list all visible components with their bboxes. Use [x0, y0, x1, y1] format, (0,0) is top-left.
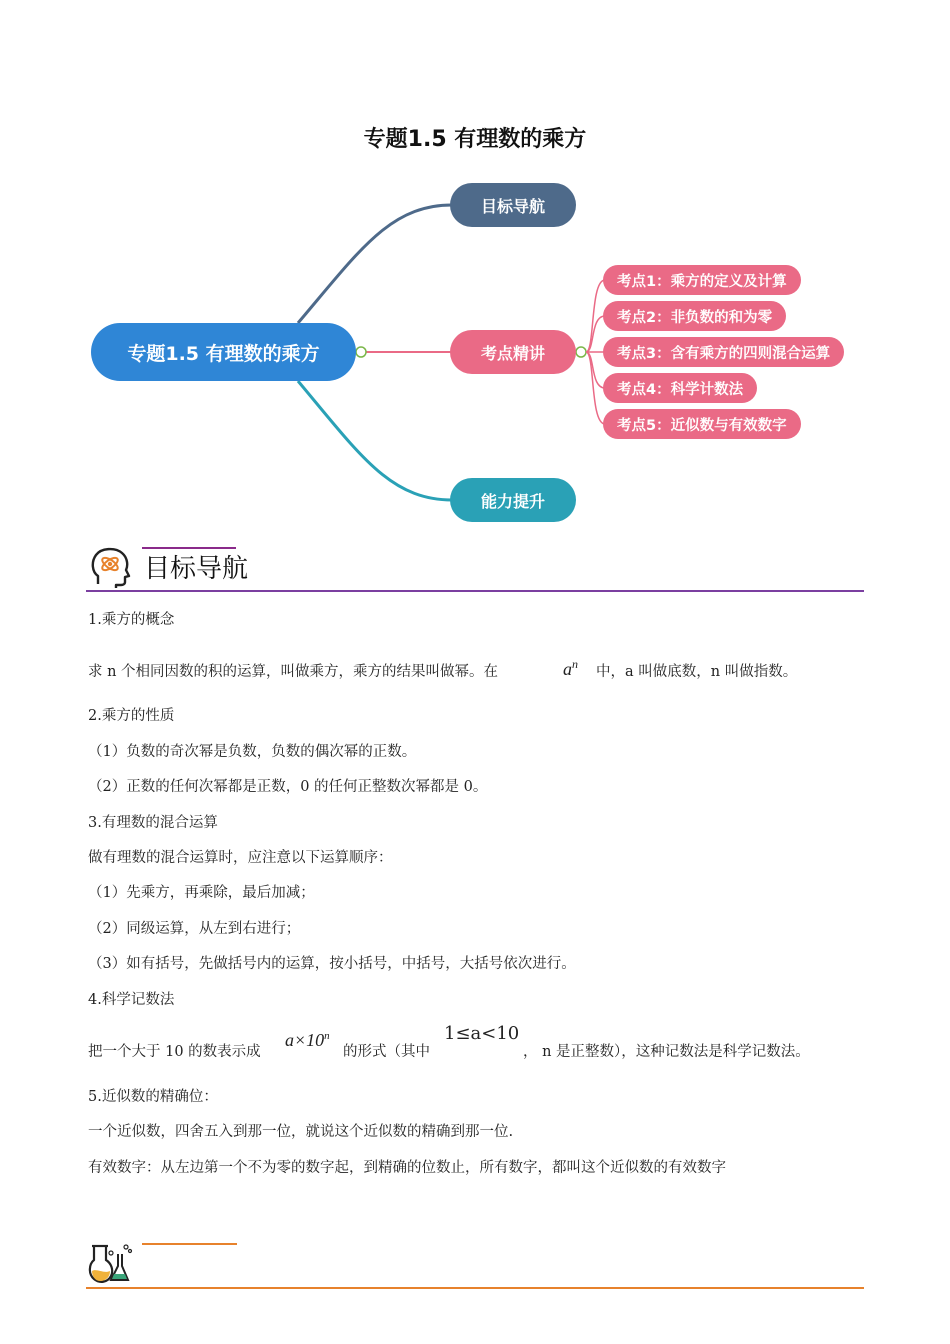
paragraph-4: 把一个大于 10 的数表示成 — [88, 1044, 261, 1060]
math-a-times-10-n: $a\times 10^n$ — [285, 1030, 330, 1050]
lab-flask-icon — [86, 1240, 134, 1286]
heading-1: 1.乘方的概念 — [88, 612, 175, 628]
branch-key-points: 考点精讲 — [450, 330, 576, 374]
paragraph-3b: （2）同级运算，从左到右进行； — [88, 921, 301, 937]
paragraph-5a: 一个近似数，四舍五入到那一位，就说这个近似数的精确到那一位. — [88, 1124, 514, 1140]
section-divider — [86, 590, 864, 592]
paragraph-5b: 有效数字：从左边第一个不为零的数字起，到精确的位数止，所有数字，都叫这个近似数的有效数字 — [88, 1160, 726, 1176]
paragraph-3a: （1）先乘方，再乘除，最后加减； — [88, 885, 315, 901]
leaf-point-1: 考点1：乘方的定义及计算 — [603, 265, 801, 295]
section-title: 目标导航 — [144, 554, 249, 584]
leaf-point-4: 考点4：科学计数法 — [603, 373, 757, 403]
leaf-point-5: 考点5：近似数与有效数字 — [603, 409, 801, 439]
page-title: 专题1.5 有理数的乘方 — [363, 127, 587, 152]
branch-goal-navigation: 目标导航 — [450, 183, 576, 227]
paragraph-4-cont2: ， n 是正整数），这种记数法是科学记数法。 — [523, 1044, 810, 1060]
paragraph-1: 求 n 个相同因数的积的运算，叫做乘方，乘方的结果叫做幂。在 — [88, 664, 499, 680]
mindmap-connectors — [0, 0, 950, 540]
footer-accent-line — [142, 1243, 237, 1245]
heading-2: 2.乘方的性质 — [88, 708, 175, 724]
mindmap-root: 专题1.5 有理数的乘方 — [91, 323, 356, 381]
paragraph-4-cont1: 的形式（其中 — [343, 1044, 430, 1060]
branch-ability-improvement: 能力提升 — [450, 478, 576, 522]
paragraph-3: 做有理数的混合运算时，应注意以下运算顺序： — [88, 850, 393, 866]
paragraph-2b: （2）正数的任何次幂都是正数，0 的任何正整数次幂都是 0。 — [88, 779, 488, 795]
heading-4: 4.科学记数法 — [88, 992, 175, 1008]
leaf-point-2: 考点2：非负数的和为零 — [603, 301, 786, 331]
paragraph-1-cont: 中，a 叫做底数，n 叫做指数。 — [596, 664, 798, 680]
leaf-point-3: 考点3：含有乘方的四则混合运算 — [603, 337, 844, 367]
math-range: 1≤a<10 — [444, 1023, 520, 1044]
paragraph-2a: （1）负数的奇次幂是负数，负数的偶次幂的正数。 — [88, 744, 417, 760]
math-a-power-n: $a^n$ — [563, 657, 578, 679]
heading-5: 5.近似数的精确位： — [88, 1089, 218, 1105]
heading-3: 3.有理数的混合运算 — [88, 815, 218, 831]
paragraph-3c: （3）如有括号，先做括号内的运算，按小括号，中括号，大括号依次进行。 — [88, 956, 576, 972]
footer-divider — [86, 1287, 864, 1289]
head-atom-icon — [88, 544, 134, 590]
